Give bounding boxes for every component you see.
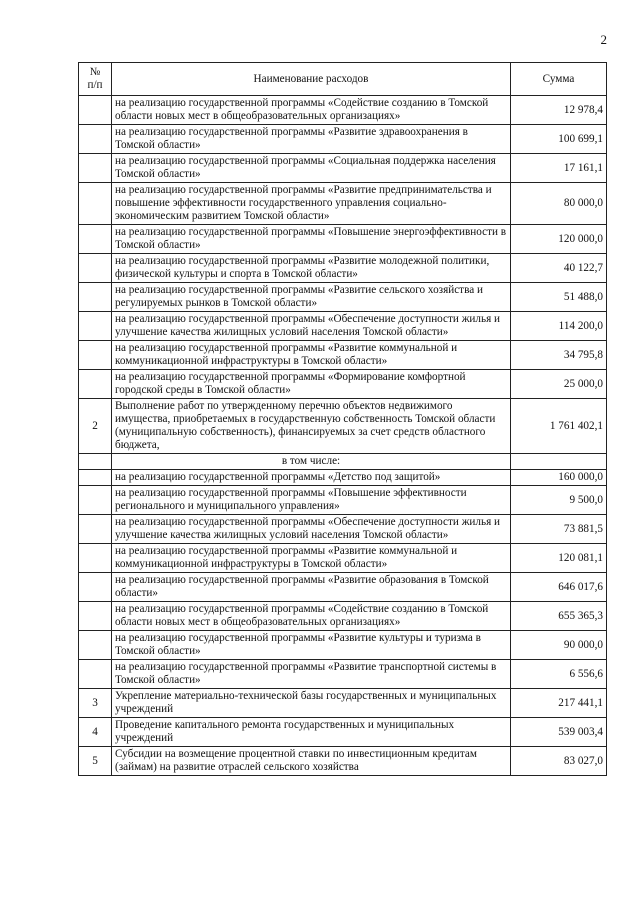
expenses-table: [78, 62, 607, 776]
expense-name: на реализацию государственной программы «Формирование комфортной городской среды в Томской области»: [112, 370, 511, 399]
expense-sum: [511, 454, 607, 470]
header-sum: Сумма: [511, 63, 607, 96]
row-number: [79, 544, 112, 573]
table-row: [79, 718, 607, 747]
row-number: [79, 341, 112, 370]
row-number: 3: [79, 689, 112, 718]
expense-name: на реализацию государственной программы «Развитие молодежной политики, физической культуры и спорта в Томской области»: [112, 254, 511, 283]
expense-name: на реализацию государственной программы «Развитие образования в Томской области»: [112, 573, 511, 602]
row-number: [79, 515, 112, 544]
row-number: 4: [79, 718, 112, 747]
table-row: [79, 747, 607, 776]
table-row: [79, 660, 607, 689]
expense-sum: 90 000,0: [511, 631, 607, 660]
table-row: [79, 486, 607, 515]
table-header-row: [79, 63, 607, 96]
table-row: [79, 254, 607, 283]
row-number: [79, 660, 112, 689]
expense-name: на реализацию государственной программы «Детство под защитой»: [112, 470, 511, 486]
expense-sum: 83 027,0: [511, 747, 607, 776]
row-number: [79, 470, 112, 486]
table-row: [79, 96, 607, 125]
expense-name: Выполнение работ по утвержденному перечню объектов недвижимого имущества, приобретаемых в государственную собственность Томской области (муниципальную собственность), финансируемых за счет средств областного бюджета,: [112, 399, 511, 454]
table-row: [79, 602, 607, 631]
table-row: [79, 631, 607, 660]
row-number: [79, 312, 112, 341]
expense-name: на реализацию государственной программы «Обеспечение доступности жилья и улучшение качества жилищных условий населения Томской области»: [112, 515, 511, 544]
expense-sum: 34 795,8: [511, 341, 607, 370]
table-row: [79, 125, 607, 154]
expense-sum: 40 122,7: [511, 254, 607, 283]
expense-sum: 539 003,4: [511, 718, 607, 747]
expense-name: на реализацию государственной программы «Развитие коммунальной и коммуникационной инфраструктуры в Томской области»: [112, 544, 511, 573]
header-num: № п/п: [79, 63, 112, 96]
expense-name: на реализацию государственной программы «Развитие предпринимательства и повышение эффективности государственного управления социально-экономическим развитием Томской области»: [112, 183, 511, 225]
table-row: [79, 154, 607, 183]
row-number: [79, 96, 112, 125]
table-row: [79, 470, 607, 486]
expense-name: Проведение капитального ремонта государственных и муниципальных учреждений: [112, 718, 511, 747]
row-number: [79, 254, 112, 283]
expense-sum: 114 200,0: [511, 312, 607, 341]
expense-sum: 73 881,5: [511, 515, 607, 544]
row-number: [79, 154, 112, 183]
table-row: [79, 183, 607, 225]
row-number: [79, 370, 112, 399]
table-body: [79, 96, 607, 776]
table-row: [79, 454, 607, 470]
expense-sum: 1 761 402,1: [511, 399, 607, 454]
expense-sum: 17 161,1: [511, 154, 607, 183]
row-number: [79, 283, 112, 312]
row-number: [79, 454, 112, 470]
expense-name: на реализацию государственной программы «Социальная поддержка населения Томской области»: [112, 154, 511, 183]
row-number: [79, 125, 112, 154]
expense-sum: 120 000,0: [511, 225, 607, 254]
expense-sum: 80 000,0: [511, 183, 607, 225]
row-number: [79, 183, 112, 225]
expense-name: на реализацию государственной программы «Обеспечение доступности жилья и улучшение качества жилищных условий населения Томской области»: [112, 312, 511, 341]
table-row: [79, 573, 607, 602]
expense-sum: 12 978,4: [511, 96, 607, 125]
row-number: 2: [79, 399, 112, 454]
row-number: [79, 602, 112, 631]
table-row: [79, 399, 607, 454]
expense-sum: 646 017,6: [511, 573, 607, 602]
table-row: [79, 341, 607, 370]
expense-sum: 120 081,1: [511, 544, 607, 573]
table-row: [79, 370, 607, 399]
table-row: [79, 283, 607, 312]
expense-name: на реализацию государственной программы «Повышение эффективности регионального и муниципального управления»: [112, 486, 511, 515]
expense-sum: 100 699,1: [511, 125, 607, 154]
expense-sum: 217 441,1: [511, 689, 607, 718]
expense-name: в том числе:: [112, 454, 511, 470]
expense-sum: 25 000,0: [511, 370, 607, 399]
row-number: [79, 225, 112, 254]
expense-sum: 51 488,0: [511, 283, 607, 312]
row-number: [79, 631, 112, 660]
expense-name: Субсидии на возмещение процентной ставки по инвестиционным кредитам (займам) на развитие отраслей сельского хозяйства: [112, 747, 511, 776]
expense-name: на реализацию государственной программы «Развитие транспортной системы в Томской области»: [112, 660, 511, 689]
expense-name: на реализацию государственной программы «Развитие здравоохранения в Томской области»: [112, 125, 511, 154]
expense-name: на реализацию государственной программы «Содействие созданию в Томской области новых мест в общеобразовательных организациях»: [112, 96, 511, 125]
expense-sum: 9 500,0: [511, 486, 607, 515]
expense-name: Укрепление материально-технической базы государственных и муниципальных учреждений: [112, 689, 511, 718]
row-number: 5: [79, 747, 112, 776]
expense-sum: 6 556,6: [511, 660, 607, 689]
expense-name: на реализацию государственной программы «Развитие культуры и туризма в Томской области»: [112, 631, 511, 660]
expense-name: на реализацию государственной программы «Развитие коммунальной и коммуникационной инфраструктуры в Томской области»: [112, 341, 511, 370]
page-number: 2: [600, 32, 607, 47]
table-row: [79, 225, 607, 254]
table-row: [79, 689, 607, 718]
row-number: [79, 486, 112, 515]
table-row: [79, 544, 607, 573]
table-row: [79, 515, 607, 544]
header-name: Наименование расходов: [112, 63, 511, 96]
expense-sum: 655 365,3: [511, 602, 607, 631]
row-number: [79, 573, 112, 602]
table-row: [79, 312, 607, 341]
expense-sum: 160 000,0: [511, 470, 607, 486]
expense-name: на реализацию государственной программы «Содействие созданию в Томской области новых мест в общеобразовательных организациях»: [112, 602, 511, 631]
expense-name: на реализацию государственной программы «Повышение энергоэффективности в Томской области»: [112, 225, 511, 254]
expense-name: на реализацию государственной программы «Развитие сельского хозяйства и регулируемых рынков в Томской области»: [112, 283, 511, 312]
